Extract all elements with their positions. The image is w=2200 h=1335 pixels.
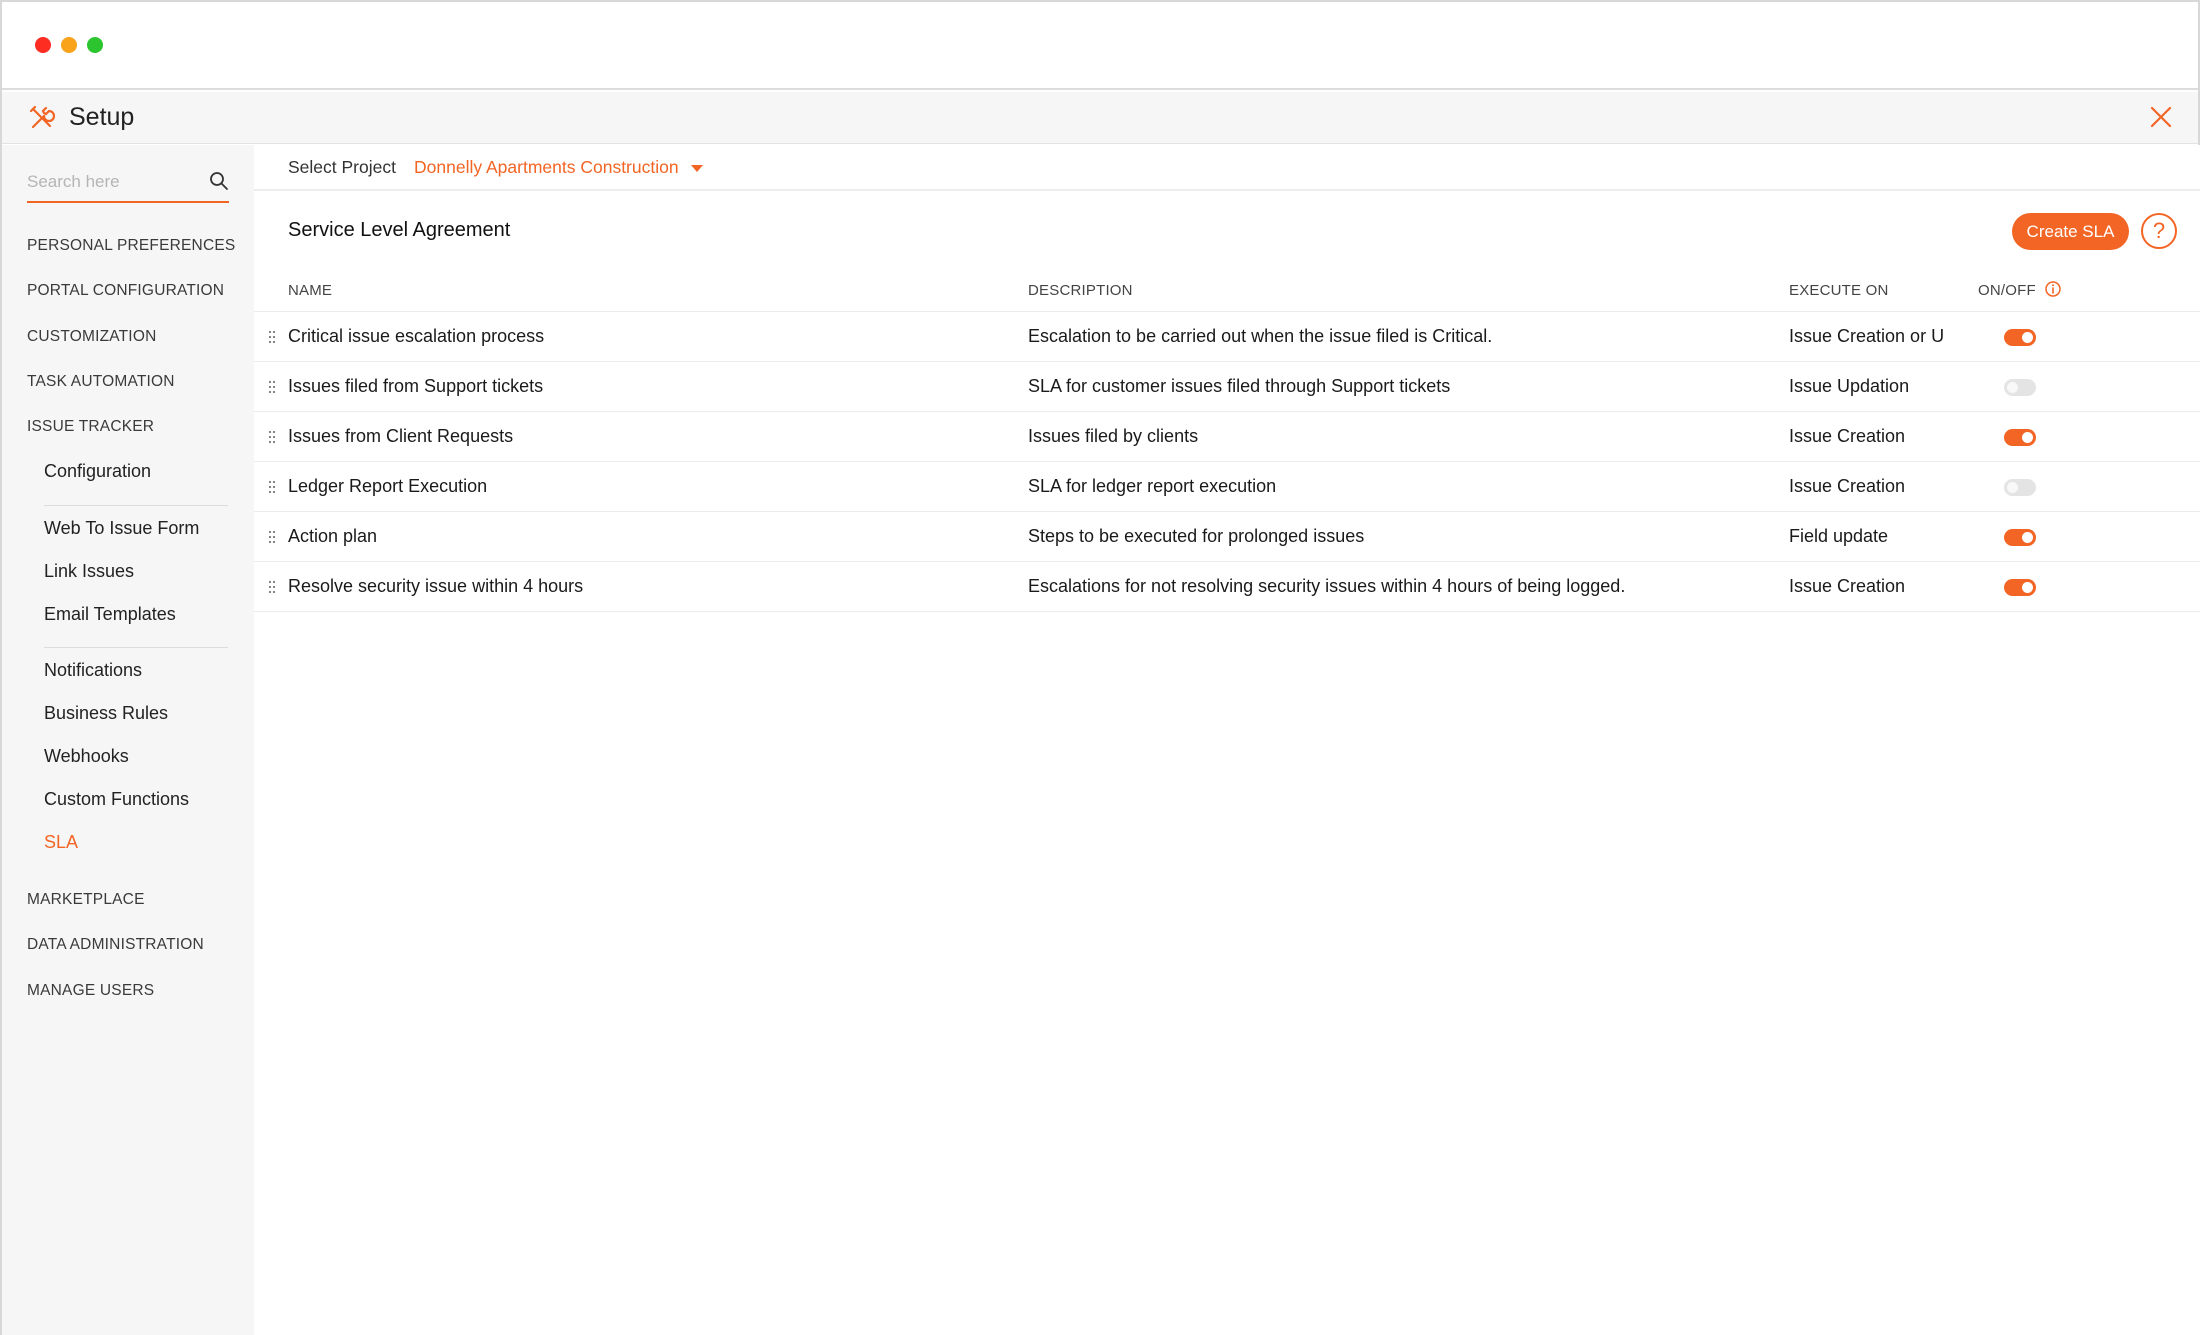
- page-title: Service Level Agreement: [288, 219, 511, 241]
- info-icon[interactable]: [2044, 280, 2062, 298]
- sidebar-item-configuration[interactable]: Configuration: [44, 461, 152, 481]
- sla-toggle-switch[interactable]: [2004, 429, 2036, 446]
- table-row[interactable]: [254, 362, 2200, 412]
- project-dropdown-value: Donnelly Apartments Construction: [414, 157, 679, 177]
- sidebar-section-manage-users[interactable]: MANAGE USERS: [27, 982, 155, 999]
- sidebar-section-task-automation[interactable]: TASK AUTOMATION: [27, 373, 175, 390]
- sidebar-section-portal-configuration[interactable]: PORTAL CONFIGURATION: [27, 282, 225, 299]
- sla-toggle-switch[interactable]: [2004, 379, 2036, 396]
- sla-name-cell[interactable]: Issues from Client Requests: [288, 426, 514, 446]
- sidebar-item-notifications[interactable]: Notifications: [44, 660, 143, 680]
- sla-toggle-switch[interactable]: [2004, 579, 2036, 596]
- setup-header: [2, 92, 2198, 144]
- drag-handle-icon[interactable]: [268, 480, 276, 494]
- column-header-on-off: ON/OFF: [1978, 282, 2036, 299]
- toggle-knob: [2022, 432, 2033, 443]
- sla-name-cell[interactable]: Resolve security issue within 4 hours: [288, 576, 584, 596]
- sidebar: [2, 145, 254, 1335]
- sidebar-item-sla[interactable]: SLA: [44, 832, 79, 852]
- window-zoom-dot[interactable]: [87, 37, 103, 53]
- help-icon[interactable]: ?: [2141, 213, 2177, 249]
- sidebar-item-custom-functions[interactable]: Custom Functions: [44, 789, 190, 809]
- window-minimize-dot[interactable]: [61, 37, 77, 53]
- sla-description-cell: Steps to be executed for prolonged issues: [1028, 526, 1365, 546]
- sidebar-search: [27, 163, 229, 203]
- main-content: [254, 145, 2200, 1335]
- project-dropdown[interactable]: [414, 157, 703, 178]
- sla-execute-on-cell: Field update: [1789, 526, 1889, 546]
- sla-execute-on-cell: Issue Creation: [1789, 576, 1906, 596]
- sidebar-item-webhooks[interactable]: Webhooks: [44, 746, 129, 766]
- toggle-knob: [2007, 382, 2018, 393]
- sla-description-cell: Escalations for not resolving security issues within 4 hours of being logged.: [1028, 576, 1626, 596]
- sla-name-cell[interactable]: Critical issue escalation process: [288, 326, 545, 346]
- sla-execute-on-cell: Issue Updation: [1789, 376, 1910, 396]
- sidebar-item-web-to-issue-form[interactable]: Web To Issue Form: [44, 518, 200, 538]
- column-header-description: DESCRIPTION: [1028, 282, 1133, 299]
- table-row[interactable]: [254, 512, 2200, 562]
- caret-down-icon: [691, 165, 703, 172]
- sidebar-section-customization[interactable]: CUSTOMIZATION: [27, 328, 157, 345]
- create-sla-button[interactable]: Create SLA: [2012, 213, 2129, 250]
- page-header-title: Setup: [69, 103, 135, 131]
- sla-toggle-switch[interactable]: [2004, 479, 2036, 496]
- toggle-knob: [2022, 582, 2033, 593]
- toggle-knob: [2022, 532, 2033, 543]
- sla-toggle-switch[interactable]: [2004, 329, 2036, 346]
- table-row[interactable]: [254, 412, 2200, 462]
- tools-icon: [28, 104, 56, 132]
- sidebar-item-email-templates[interactable]: Email Templates: [44, 604, 176, 624]
- sla-execute-on-cell: Issue Creation or U: [1789, 326, 1945, 346]
- drag-handle-icon[interactable]: [268, 380, 276, 394]
- sla-execute-on-cell: Issue Creation: [1789, 426, 1906, 446]
- select-project-label: Select Project: [288, 157, 396, 177]
- sidebar-divider: [44, 505, 228, 506]
- table-row[interactable]: [254, 462, 2200, 512]
- window-titlebar: [2, 2, 2198, 90]
- table-row[interactable]: [254, 312, 2200, 362]
- table-row[interactable]: [254, 562, 2200, 612]
- sidebar-item-link-issues[interactable]: Link Issues: [44, 561, 135, 581]
- drag-handle-icon[interactable]: [268, 430, 276, 444]
- sla-description-cell: Issues filed by clients: [1028, 426, 1199, 446]
- sla-name-cell[interactable]: Ledger Report Execution: [288, 476, 488, 496]
- drag-handle-icon[interactable]: [268, 330, 276, 344]
- project-bar: [254, 145, 2200, 191]
- sla-description-cell: SLA for customer issues filed through Support tickets: [1028, 376, 1451, 396]
- search-icon[interactable]: [209, 171, 229, 191]
- sidebar-section-issue-tracker[interactable]: ISSUE TRACKER: [27, 418, 155, 435]
- sidebar-section-personal-preferences[interactable]: PERSONAL PREFERENCES: [27, 237, 236, 254]
- sla-execute-on-cell: Issue Creation: [1789, 476, 1906, 496]
- sla-name-cell[interactable]: Issues filed from Support tickets: [288, 376, 544, 396]
- sidebar-divider: [44, 647, 228, 648]
- close-icon[interactable]: [2148, 104, 2174, 130]
- sla-description-cell: SLA for ledger report execution: [1028, 476, 1277, 496]
- sla-toggle-switch[interactable]: [2004, 529, 2036, 546]
- toggle-knob: [2007, 482, 2018, 493]
- sidebar-section-marketplace[interactable]: MARKETPLACE: [27, 891, 145, 908]
- search-input[interactable]: [27, 169, 197, 195]
- sla-description-cell: Escalation to be carried out when the issue filed is Critical.: [1028, 326, 1493, 346]
- toggle-knob: [2022, 332, 2033, 343]
- column-header-name: NAME: [288, 282, 333, 299]
- sidebar-item-business-rules[interactable]: Business Rules: [44, 703, 169, 723]
- drag-handle-icon[interactable]: [268, 580, 276, 594]
- window-close-dot[interactable]: [35, 37, 51, 53]
- column-header-execute-on: EXECUTE ON: [1789, 282, 1889, 299]
- sidebar-section-data-administration[interactable]: DATA ADMINISTRATION: [27, 936, 204, 953]
- drag-handle-icon[interactable]: [268, 530, 276, 544]
- sla-name-cell[interactable]: Action plan: [288, 526, 378, 546]
